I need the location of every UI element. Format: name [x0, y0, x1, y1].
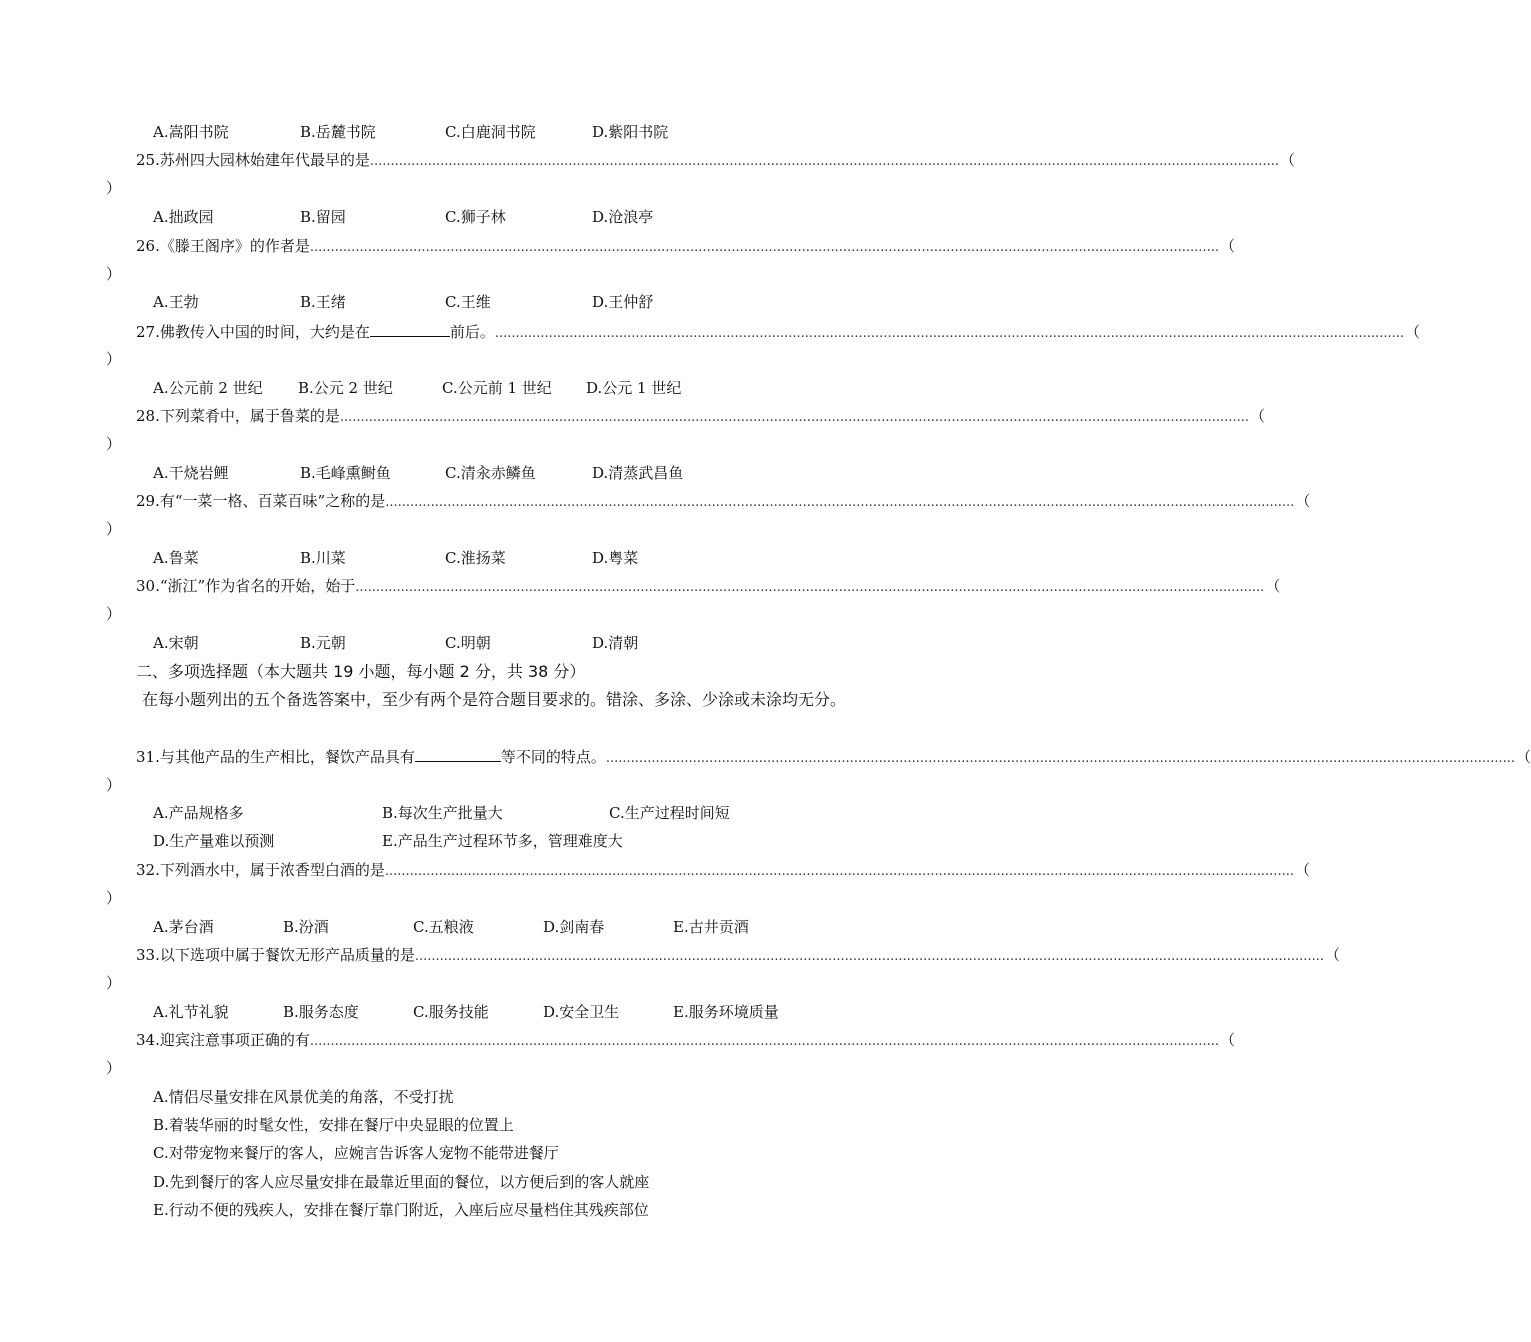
- q32-option-e: E.古井贡酒: [673, 918, 749, 936]
- q34-stem: 34.迎宾注意事项正确的有: [136, 1031, 310, 1049]
- q24-option-b: B.岳麓书院: [300, 123, 376, 141]
- q33-option-e: E.服务环境质量: [673, 1003, 779, 1021]
- q27-stem-line: [136, 321, 1420, 344]
- q34-option-a: A.情侣尽量安排在风景优美的角落，不受打扰: [153, 1088, 454, 1106]
- q27-blank: [370, 321, 450, 337]
- q29-option-b: B.川菜: [300, 549, 346, 567]
- q30-option-d: D.清朝: [592, 634, 639, 652]
- q32-paren-close: ）: [106, 889, 122, 907]
- q24-option-c: C.白鹿洞书院: [445, 123, 536, 141]
- q27-paren-close: ）: [106, 350, 122, 368]
- q29-leader-dots: ............................................................................................................................................................................................................................: [385, 495, 1295, 510]
- q30-option-b: B.元朝: [300, 634, 346, 652]
- q29-paren-open: （: [1295, 492, 1311, 510]
- q34-paren-open: （: [1219, 1031, 1235, 1049]
- q27-option-c: C.公元前 1 世纪: [442, 379, 552, 397]
- q31-option-c: C.生产过程时间短: [609, 804, 730, 822]
- q30-paren-open: （: [1265, 577, 1281, 595]
- q26-paren-open: （: [1219, 237, 1235, 255]
- q34-option-d: D.先到餐厅的客人应尽量安排在最靠近里面的餐位，以方便后到的客人就座: [153, 1173, 650, 1191]
- q27-option-b: B.公元 2 世纪: [298, 379, 393, 397]
- q26-option-b: B.王绪: [300, 293, 346, 311]
- q26-leader-dots: ............................................................................................................................................................................................................................: [309, 240, 1219, 255]
- q25-paren-open: （: [1279, 151, 1295, 169]
- q31-option-e: E.产品生产过程环节多，管理难度大: [382, 832, 623, 850]
- q25-option-c: C.狮子林: [445, 208, 506, 226]
- q30-option-c: C.明朝: [445, 634, 491, 652]
- q29-option-d: D.粤菜: [592, 549, 639, 567]
- q29-stem-line: [136, 491, 1311, 513]
- q27-paren-open: （: [1404, 323, 1420, 341]
- q32-option-b: B.汾酒: [283, 918, 329, 936]
- q31-option-b: B.每次生产批量大: [382, 804, 503, 822]
- q32-option-a: A.茅台酒: [153, 918, 214, 936]
- q28-paren-open: （: [1249, 407, 1265, 425]
- q27-option-a: A.公元前 2 世纪: [153, 379, 263, 397]
- q28-option-c: C.清汆赤鳞鱼: [445, 464, 536, 482]
- q25-option-a: A.拙政园: [153, 208, 214, 226]
- q33-option-c: C.服务技能: [413, 1003, 489, 1021]
- q25-leader-dots: ............................................................................................................................................................................................................................: [369, 154, 1279, 169]
- q29-option-a: A.鲁菜: [153, 549, 199, 567]
- q31-option-a: A.产品规格多: [153, 804, 244, 822]
- q33-option-b: B.服务态度: [283, 1003, 359, 1021]
- q34-option-e: E.行动不便的残疾人，安排在餐厅靠门附近，入座后应尽量档住其残疾部位: [153, 1201, 649, 1219]
- q25-option-b: B.留园: [300, 208, 346, 226]
- q25-stem-line: [136, 150, 1295, 172]
- q28-option-d: D.清蒸武昌鱼: [592, 464, 684, 482]
- q31-leader-dots: ............................................................................................................................................................................................................................: [605, 751, 1515, 766]
- q30-paren-close: ）: [106, 605, 122, 623]
- q28-option-a: A.干烧岩鲤: [153, 464, 229, 482]
- q26-stem-line: [136, 236, 1235, 258]
- q33-stem: 33.以下选项中属于餐饮无形产品质量的是: [136, 946, 415, 964]
- q31-paren-close: ）: [106, 776, 122, 794]
- q33-option-a: A.礼节礼貌: [153, 1003, 229, 1021]
- q26-stem: 26.《滕王阁序》的作者是: [136, 237, 310, 255]
- q33-paren-open: （: [1324, 946, 1340, 964]
- q25-paren-close: ）: [106, 179, 122, 197]
- q34-stem-line: [136, 1030, 1235, 1052]
- q30-option-a: A.宋朝: [153, 634, 199, 652]
- q31-stem-before: 31.与其他产品的生产相比，餐饮产品具有: [136, 748, 415, 766]
- q32-stem: 32.下列酒水中，属于浓香型白酒的是: [136, 861, 385, 879]
- q33-paren-close: ）: [106, 974, 122, 992]
- q30-stem: 30.“浙江”作为省名的开始，始于: [136, 577, 356, 595]
- q32-option-c: C.五粮液: [413, 918, 474, 936]
- q28-stem-line: [136, 406, 1265, 428]
- q27-stem-after: 前后。: [449, 323, 495, 341]
- q26-option-a: A.王勃: [153, 293, 199, 311]
- q26-option-d: D.王仲舒: [592, 293, 654, 311]
- q29-paren-close: ）: [106, 520, 122, 538]
- q33-option-d: D.安全卫生: [543, 1003, 620, 1021]
- section-2-title: 二、多项选择题（本大题共 19 小题，每小题 2 分，共 38 分）: [136, 662, 586, 681]
- q24-option-a: A.嵩阳书院: [153, 123, 229, 141]
- q26-paren-close: ）: [106, 265, 122, 283]
- section-2-instructions: 在每小题列出的五个备选答案中，至少有两个是符合题目要求的。错涂、多涂、少涂或未涂均无分。: [142, 690, 847, 709]
- q26-option-c: C.王维: [445, 293, 491, 311]
- q32-stem-line: [136, 860, 1310, 882]
- q33-stem-line: [136, 945, 1340, 967]
- q28-leader-dots: ............................................................................................................................................................................................................................: [339, 410, 1249, 425]
- q27-option-d: D.公元 1 世纪: [586, 379, 682, 397]
- q30-leader-dots: ............................................................................................................................................................................................................................: [355, 580, 1265, 595]
- q32-option-d: D.剑南春: [543, 918, 605, 936]
- q31-stem-after: 等不同的特点。: [500, 748, 606, 766]
- q27-leader-dots: ............................................................................................................................................................................................................................: [494, 326, 1404, 341]
- q28-option-b: B.毛峰熏鲥鱼: [300, 464, 391, 482]
- q34-option-b: B.着装华丽的时髦女性，安排在餐厅中央显眼的位置上: [153, 1116, 514, 1134]
- q32-leader-dots: ............................................................................................................................................................................................................................: [384, 864, 1294, 879]
- q28-stem: 28.下列菜肴中，属于鲁菜的是: [136, 407, 340, 425]
- q34-leader-dots: ............................................................................................................................................................................................................................: [309, 1034, 1219, 1049]
- q29-option-c: C.淮扬菜: [445, 549, 506, 567]
- q31-stem-line: [136, 746, 1531, 769]
- q33-leader-dots: ............................................................................................................................................................................................................................: [414, 949, 1324, 964]
- q34-option-c: C.对带宠物来餐厅的客人，应婉言告诉客人宠物不能带进餐厅: [153, 1144, 559, 1162]
- q30-stem-line: [136, 576, 1281, 598]
- q32-paren-open: （: [1294, 861, 1310, 879]
- q24-option-d: D.紫阳书院: [592, 123, 669, 141]
- q27-stem-before: 27.佛教传入中国的时间，大约是在: [136, 323, 370, 341]
- q31-option-d: D.生产量难以预测: [153, 832, 275, 850]
- q29-stem: 29.有“一菜一格、百菜百味”之称的是: [136, 492, 386, 510]
- q25-stem: 25.苏州四大园林始建年代最早的是: [136, 151, 370, 169]
- q31-blank: [415, 746, 501, 762]
- q34-paren-close: ）: [106, 1059, 122, 1077]
- q31-paren-open: （: [1515, 748, 1531, 766]
- q28-paren-close: ）: [106, 435, 122, 453]
- q25-option-d: D.沧浪亭: [592, 208, 654, 226]
